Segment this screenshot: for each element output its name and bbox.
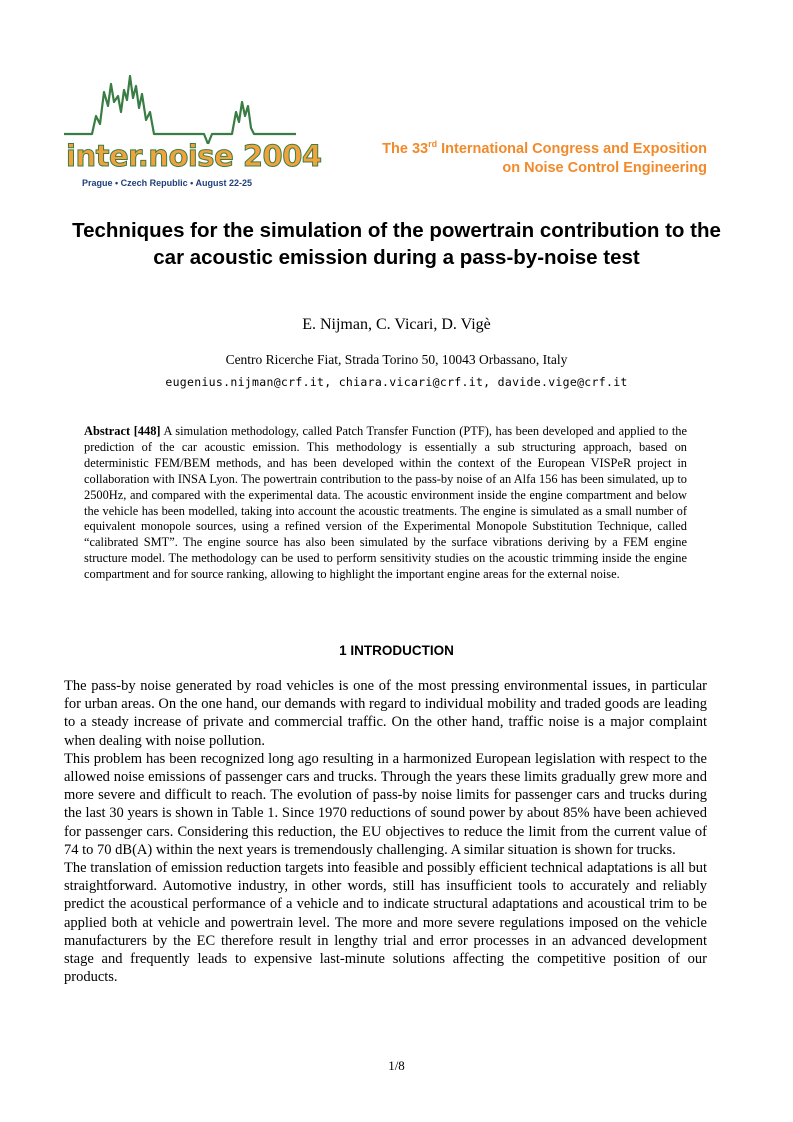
conference-logo [64, 72, 322, 192]
introduction-body [64, 677, 707, 986]
prague-skyline-icon [64, 72, 296, 144]
author-emails: eugenius.nijman@crf.it, chiara.vicari@crf.it, davide.vige@crf.it [165, 375, 628, 389]
paragraph: The pass-by noise generated by road vehicles is one of the most pressing environmental issues, in particular for urban areas. On the one hand, our demands with regard to individual mobility and traded goods are leading to a steady increase of private and commercial traffic. On the other hand, traffic noise is a major complaint when dealing with noise pollution. [64, 678, 707, 749]
section-heading-introduction: 1 INTRODUCTION [339, 643, 454, 658]
conference-name [382, 140, 707, 178]
logo-wordmark: inter.noise 2004 [66, 139, 322, 173]
logo-tagline: Prague • Czech Republic • August 22-25 [82, 178, 253, 188]
conference-line-1: The 33rd International Congress and Exposition [382, 139, 707, 157]
paragraph: The translation of emission reduction targets into feasible and possibly efficient technical adaptations is all but straightforward. Automotive industry, in other words, still has insufficient tools to accurately and reliably predict the acoustical performance of a vehicle and to indicate structural adaptations and acoustical trim to be applied both at vehicle and powertrain level. The more and more severe regulations imposed on the vehicle manufacturers by the EC therefore result in lengthy trial and error processes in an advanced development stage and frequently leads to expensive last-minute solutions affecting the competitive position of our products. [64, 860, 707, 986]
abstract-label: Abstract [448] [84, 424, 161, 438]
paper-affiliation: Centro Ricerche Fiat, Strada Torino 50, 10043 Orbassano, Italy [225, 352, 568, 367]
page-number: 1/8 [388, 1058, 405, 1073]
paragraph: This problem has been recognized long ago resulting in a harmonized European legislation with respect to the allowed noise emissions of passenger cars and trucks. Through the years these limits gradually grew more and more severe and difficult to reach. The evolution of pass-by noise limits for passenger cars and trucks during the last 30 years is shown in Table 1. Since 1970 reductions of sound power by about 85% have been achieved for passenger cars. Considering this reduction, the EU objectives to reduce the limit from the current value of 74 to 70 dB(A) within the next years is tremendously challenging. A similar situation is shown for trucks. [64, 750, 707, 858]
abstract [84, 424, 687, 583]
paper-title: Techniques for the simulation of the powertrain contribution to the car acoustic emission during a pass-by-noise test [72, 219, 721, 269]
paper-authors: E. Nijman, C. Vicari, D. Vigè [302, 316, 491, 333]
abstract-text: A simulation methodology, called Patch Transfer Function (PTF), has been developed and applied to the prediction of the car acoustic emission. This methodology is essentially a sub structuring approach, based on deterministic FEM/BEM methods, and has been developed within the context of the European VISPeR project in collaboration with INSA Lyon. The powertrain contribution to the pass-by noise of an Alfa 156 has been simulated, up to 2500Hz, and compared with the experimental data. The acoustic environment inside the engine compartment and below the vehicle has been modelled, taking into account the acoustic treatments. The engine is simulated as a small number of equivalent monopole sources, using a refined version of the Experimental Monopole Substitution Technique, called “calibrated SMT”. The engine source has also been simulated by the surface vibrations deriving by a FEM engine structure model. The methodology can be used to perform sensitivity studies on the acoustic trimming inside the engine compartment and for source ranking, allowing to highlight the important engine areas for the external noise. [84, 424, 687, 582]
conference-line-2: on Noise Control Engineering [502, 160, 707, 176]
